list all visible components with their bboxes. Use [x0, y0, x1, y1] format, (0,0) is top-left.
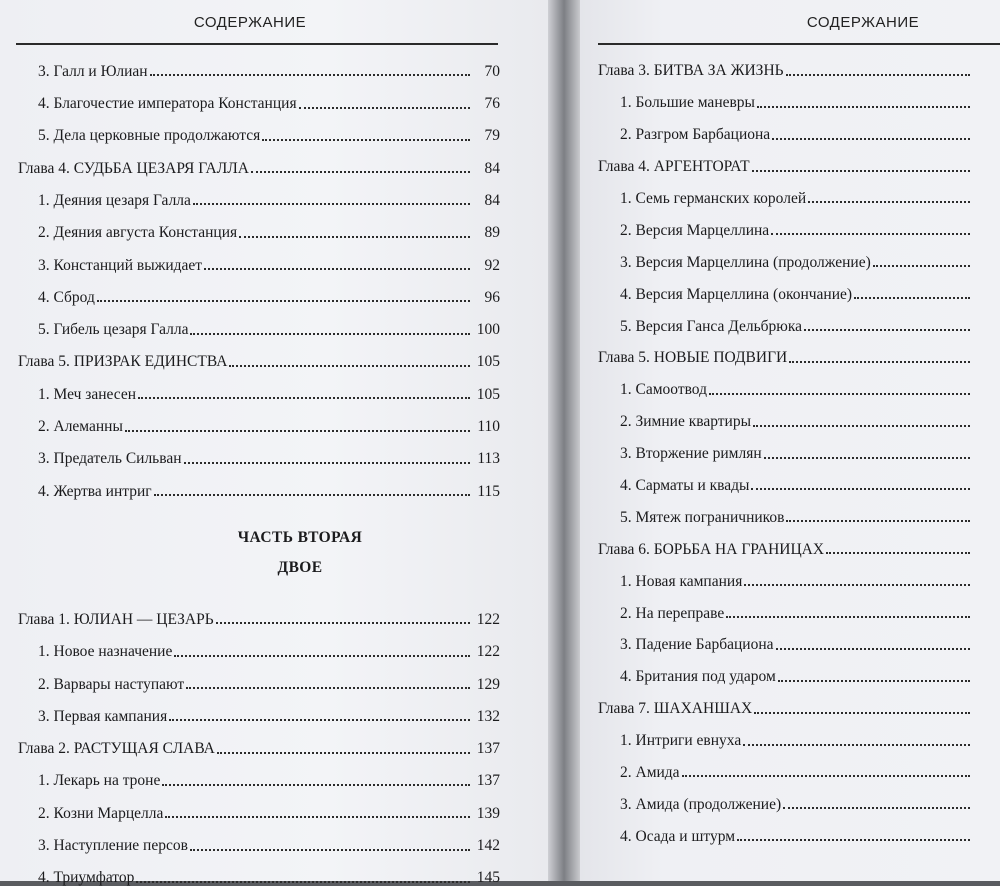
- right-page-header: СОДЕРЖАНИЕ: [806, 14, 920, 31]
- toc-entry-title: 2. Зимние квартиры: [620, 413, 752, 431]
- toc-chapter-entry: [580, 334, 1000, 366]
- dot-leader: [138, 397, 470, 399]
- toc-chapter-entry: [0, 144, 500, 176]
- toc-section-entry: [0, 47, 500, 79]
- toc-entry-title: 2. На переправе: [620, 604, 725, 622]
- toc-entry-title: 4. Сарматы и квады: [620, 476, 750, 494]
- dot-leader: [804, 329, 970, 331]
- toc-section-entry: [0, 273, 500, 305]
- toc-entry-title: 2. Разгром Барбациона: [620, 126, 771, 144]
- dot-leader: [757, 106, 970, 108]
- toc-entry-title: 4. Британия под ударом: [620, 668, 776, 686]
- toc-entry-title: 1. Новая кампания: [620, 572, 743, 590]
- left-toc-part-two: [0, 595, 500, 886]
- toc-section-entry: [580, 430, 1000, 462]
- toc-page-number: 132: [476, 707, 500, 725]
- toc-entry-title: 4. Осада и штурм: [620, 827, 736, 845]
- toc-entry-title: 3. Наступление персов: [38, 837, 188, 855]
- dot-leader: [299, 107, 470, 109]
- toc-entry-title: 4. Версия Марцеллина (окончание): [620, 285, 853, 303]
- toc-page-number: 70: [484, 62, 500, 80]
- dot-leader: [786, 520, 970, 522]
- toc-entry-title: 1. Новое назначение: [38, 643, 173, 661]
- toc-section-entry: [580, 462, 1000, 494]
- dot-leader: [162, 784, 470, 786]
- dot-leader: [150, 74, 470, 76]
- toc-page-number: 84: [484, 191, 500, 209]
- toc-entry-title: 4. Жертва интриг: [38, 482, 152, 500]
- toc-section-entry: [0, 370, 500, 402]
- toc-chapter-entry: [580, 47, 1000, 79]
- toc-entry-title: 1. Семь германских королей: [620, 189, 807, 207]
- toc-page-number: 89: [484, 224, 500, 242]
- dot-leader: [169, 719, 470, 721]
- toc-entry-title: 1. Деяния цезаря Галла: [38, 191, 191, 209]
- left-toc-part-one: [0, 47, 500, 499]
- toc-entry-title: 3. Галл и Юлиан: [38, 62, 148, 80]
- toc-entry-title: 2. Варвары наступают: [38, 675, 185, 693]
- toc-section-entry: [0, 79, 500, 111]
- toc-section-entry: [0, 435, 500, 467]
- dot-leader: [682, 775, 970, 777]
- toc-entry-title: 1. Большие маневры: [620, 94, 755, 112]
- toc-page-number: 142: [476, 837, 500, 855]
- toc-page-number: 100: [476, 321, 500, 339]
- left-toc: [0, 47, 500, 886]
- part-heading: [0, 499, 500, 595]
- toc-entry-title: 5. Гибель цезаря Галла: [38, 321, 189, 339]
- toc-section-entry: [580, 111, 1000, 143]
- toc-entry-title: Глава 2. РАСТУЩАЯ СЛАВА: [18, 740, 215, 758]
- dot-leader: [239, 236, 470, 238]
- toc-page-number: 145: [476, 869, 500, 886]
- toc-section-entry: [580, 557, 1000, 589]
- toc-chapter-entry: [0, 724, 500, 756]
- dot-leader: [753, 425, 970, 427]
- toc-page-number: 115: [477, 482, 500, 500]
- toc-entry-title: 4. Благочестие императора Констанция: [38, 95, 297, 113]
- toc-entry-title: 3. Констанций выжидает: [38, 256, 203, 274]
- toc-page-number: 113: [477, 450, 500, 468]
- toc-section-entry: [0, 208, 500, 240]
- toc-section-entry: [580, 621, 1000, 653]
- toc-section-entry: [0, 176, 500, 208]
- dot-leader: [786, 74, 970, 76]
- dot-leader: [184, 462, 470, 464]
- dot-leader: [190, 333, 470, 335]
- toc-entry-title: 2. Деяния августа Констанция: [38, 224, 238, 242]
- dot-leader: [726, 616, 970, 618]
- dot-leader: [136, 881, 470, 883]
- toc-chapter-entry: [580, 685, 1000, 717]
- dot-leader: [778, 680, 970, 682]
- toc-entry-title: 3. Амида (продолжение): [620, 795, 782, 813]
- dot-leader: [854, 297, 970, 299]
- dot-leader: [873, 265, 970, 267]
- toc-section-entry: [580, 653, 1000, 685]
- toc-entry-title: Глава 7. ШАХАНШАХ: [598, 700, 753, 718]
- toc-page-number: 137: [476, 772, 500, 790]
- dot-leader: [789, 361, 970, 363]
- toc-entry-title: 3. Падение Барбациона: [620, 636, 774, 654]
- left-page-header: СОДЕРЖАНИЕ: [193, 14, 307, 31]
- dot-leader: [776, 648, 971, 650]
- toc-section-entry: [580, 238, 1000, 270]
- toc-chapter-entry: [580, 143, 1000, 175]
- right-toc: [580, 47, 1000, 844]
- toc-page-number: 79: [484, 127, 500, 145]
- toc-entry-title: 1. Меч занесен: [38, 385, 137, 403]
- dot-leader: [752, 170, 970, 172]
- part-subtitle: ДВОЕ: [277, 559, 323, 577]
- toc-entry-title: 5. Версия Ганса Дельбрюка: [620, 317, 803, 335]
- toc-section-entry: [0, 692, 500, 724]
- toc-section-entry: [580, 366, 1000, 398]
- toc-entry-title: 2. Версия Марцеллина: [620, 221, 770, 239]
- dot-leader: [97, 300, 470, 302]
- toc-page-number: 139: [476, 804, 500, 822]
- toc-entry-title: Глава 3. БИТВА ЗА ЖИЗНЬ: [598, 62, 784, 80]
- dot-leader: [154, 494, 470, 496]
- toc-page-number: 110: [477, 418, 500, 436]
- toc-entry-title: 1. Интриги евнуха: [620, 732, 742, 750]
- dot-leader: [204, 268, 470, 270]
- dot-leader: [771, 233, 970, 235]
- toc-section-entry: [580, 302, 1000, 334]
- toc-entry-title: 2. Алеманны: [38, 418, 123, 436]
- toc-page-number: 96: [484, 288, 500, 306]
- toc-page-number: 137: [476, 740, 500, 758]
- dot-leader: [125, 430, 470, 432]
- toc-chapter-entry: [0, 595, 500, 627]
- toc-section-entry: [0, 821, 500, 853]
- toc-page-number: 84: [484, 159, 500, 177]
- toc-page-number: 92: [484, 256, 500, 274]
- toc-section-entry: [0, 241, 500, 273]
- toc-entry-title: Глава 5. ПРИЗРАК ЕДИНСТВА: [18, 353, 228, 371]
- dot-leader: [251, 171, 470, 173]
- right-header-rule: [598, 43, 1000, 45]
- part-title: ЧАСТЬ ВТОРАЯ: [237, 529, 363, 547]
- toc-page-number: 76: [484, 95, 500, 113]
- toc-section-entry: [0, 402, 500, 434]
- toc-section-entry: [580, 589, 1000, 621]
- toc-section-entry: [0, 627, 500, 659]
- dot-leader: [737, 839, 970, 841]
- dot-leader: [743, 744, 970, 746]
- toc-section-entry: [580, 812, 1000, 844]
- toc-section-entry: [580, 749, 1000, 781]
- toc-entry-title: Глава 1. ЮЛИАН — ЦЕЗАРЬ: [18, 610, 214, 628]
- toc-section-entry: [580, 79, 1000, 111]
- toc-entry-title: 1. Самоотвод: [620, 381, 707, 399]
- toc-entry-title: 5. Дела церковные продолжаются: [38, 127, 261, 145]
- dot-leader: [165, 816, 470, 818]
- dot-leader: [190, 849, 470, 851]
- right-page: [580, 0, 1000, 881]
- toc-entry-title: 3. Предатель Сильван: [38, 450, 182, 468]
- toc-page-number: 122: [476, 643, 500, 661]
- dot-leader: [709, 393, 970, 395]
- toc-page-number: 105: [476, 353, 500, 371]
- dot-leader: [751, 488, 970, 490]
- dot-leader: [174, 655, 470, 657]
- toc-entry-title: 3. Первая кампания: [38, 707, 168, 725]
- left-header-rule: [16, 43, 498, 45]
- dot-leader: [808, 201, 970, 203]
- toc-entry-title: Глава 5. НОВЫЕ ПОДВИГИ: [598, 349, 788, 367]
- toc-page-number: 129: [476, 675, 500, 693]
- dot-leader: [764, 457, 970, 459]
- toc-page-number: 105: [476, 385, 500, 403]
- toc-section-entry: [580, 493, 1000, 525]
- toc-chapter-entry: [0, 338, 500, 370]
- dot-leader: [754, 712, 970, 714]
- toc-entry-title: 4. Сброд: [38, 288, 95, 306]
- toc-entry-title: 2. Козни Марцелла: [38, 804, 164, 822]
- dot-leader: [772, 138, 970, 140]
- dot-leader: [217, 752, 470, 754]
- dot-leader: [216, 622, 470, 624]
- toc-entry-title: 1. Лекарь на троне: [38, 772, 161, 790]
- toc-section-entry: [580, 780, 1000, 812]
- toc-entry-title: Глава 4. АРГЕНТОРАТ: [598, 158, 750, 176]
- dot-leader: [744, 584, 970, 586]
- toc-section-entry: [0, 660, 500, 692]
- toc-section-entry: [580, 398, 1000, 430]
- toc-entry-title: 2. Амида: [620, 763, 680, 781]
- toc-section-entry: [580, 270, 1000, 302]
- toc-section-entry: [0, 305, 500, 337]
- toc-section-entry: [0, 467, 500, 499]
- toc-page-number: 122: [476, 610, 500, 628]
- dot-leader: [186, 687, 470, 689]
- toc-entry-title: Глава 4. СУДЬБА ЦЕЗАРЯ ГАЛЛА: [18, 159, 249, 177]
- dot-leader: [193, 203, 470, 205]
- toc-entry-title: 5. Мятеж пограничников: [620, 508, 785, 526]
- toc-entry-title: Глава 6. БОРЬБА НА ГРАНИЦАХ: [598, 540, 825, 558]
- toc-section-entry: [580, 206, 1000, 238]
- dot-leader: [229, 365, 470, 367]
- toc-entry-title: 4. Триумфатор: [38, 869, 135, 886]
- dot-leader: [783, 807, 970, 809]
- dot-leader: [826, 552, 970, 554]
- toc-section-entry: [0, 757, 500, 789]
- book-gutter: [548, 0, 580, 881]
- toc-section-entry: [580, 717, 1000, 749]
- toc-chapter-entry: [580, 525, 1000, 557]
- toc-entry-title: 3. Версия Марцеллина (продолжение): [620, 253, 871, 271]
- toc-entry-title: 3. Вторжение римлян: [620, 445, 762, 463]
- toc-section-entry: [0, 789, 500, 821]
- dot-leader: [262, 139, 470, 141]
- toc-section-entry: [580, 175, 1000, 207]
- toc-section-entry: [0, 112, 500, 144]
